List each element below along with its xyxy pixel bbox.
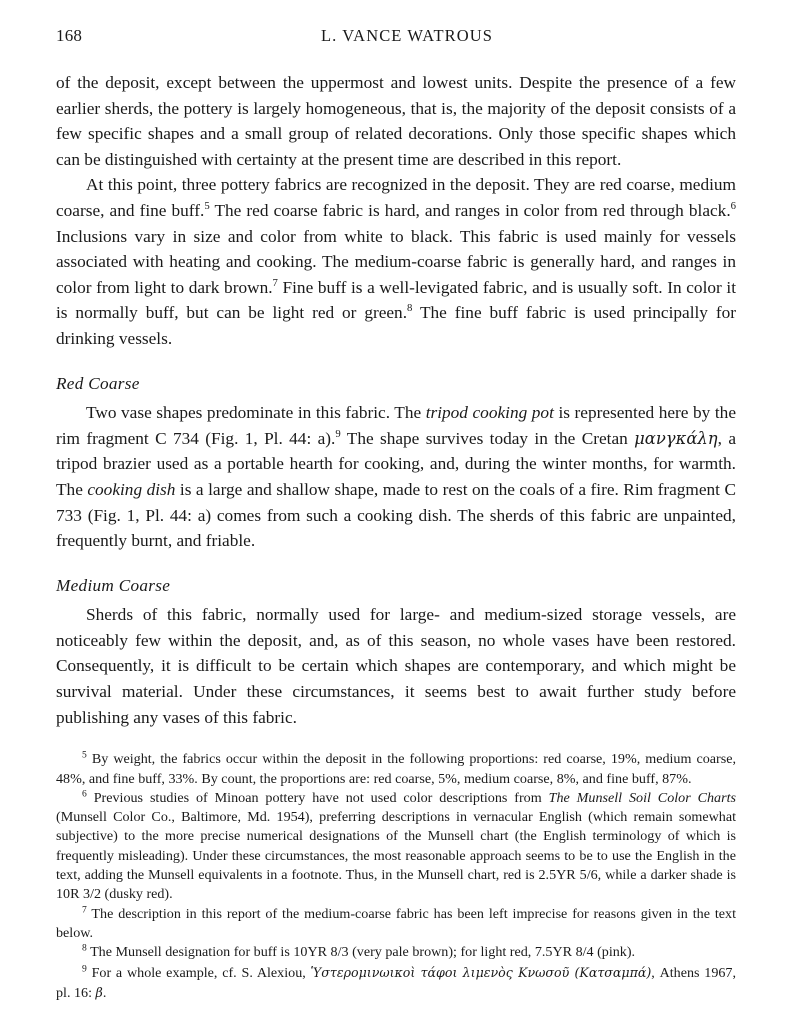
paragraph-fabrics: At this point, three pottery fabrics are recognized in the deposit. They are red coarse, medium coarse, and fine buff.$^5$ The red coarse fabric is hard, and ranges in color from red through black.$^6$ Inclusions vary in size and color from white to black. This fabric is used mainly for vessels associated with heating and cooking. The medium-coarse fabric is generally hard, and ranges in color from light to dark brown.$^7$ Fine buff is a well-levigated fabric, and is usually soft. In color it is normally buff, but can be light red or green.$^8$ The fine buff fabric is used principally for drinking vessels. [56,175,736,348]
page-number: 168 [56,26,83,45]
footnote-ref-6: 6 [730,200,736,213]
footnote-8: $^8$ The Munsell designation for buff is 10YR 8/3 (very pale brown); for light red, 7.5YR 8/4 (pink). [82,942,636,961]
footnote-9: $^9$ For a whole example, cf. S. Alexiou, Ὑστερομινωικοὶ τάφοι λιμενὸς Κνωσοῦ (Κατσαμπά), Athens 1967, pl. 16: β. [56,962,736,1001]
greek-term-mangkali: μανγκάλη [634,428,718,448]
footnote-5: $^5$ By weight, the fabrics occur within the deposit in the following proportions: red coarse, 19%, medium coarse, 48%, and fine buff, 33%. By count, the proportions are: red coarse, 5%, medium coarse, 8%, and fine buff, 87%. [56,749,736,787]
footnote-marker-8: 8 [82,942,87,954]
greek-letter-beta: β [95,984,103,1000]
greek-citation: Ὑστερομινωικοὶ τάφοι λιμενὸς Κνωσοῦ (Κατσαμπά) [310,964,652,980]
body-text [56,70,736,730]
footnote-ref-8: 8 [407,302,413,315]
footnotes-block [56,750,736,1003]
footnote-marker-9: 9 [82,962,87,974]
running-head [56,26,736,48]
footnote-7: $^7$ The description in this report of the medium-coarse fabric has been left imprecise for reasons given in the text below. [56,903,736,941]
running-head-title: L. VANCE WATROUS [320,26,494,45]
footnote-6: $^6$ Previous studies of Minoan pottery have not used color descriptions from The Munsell Soil Color Charts (Munsell Color Co., Baltimore, Md. 1954), preferring descriptions in vernacular English (which remain somewhat subjective) to the more precise numerical designations of the Munsell chart (the English terminology of which is frequently misleading). Under these circumstances, the most reasonable approach seems to be to use the English in the text, adding the Munsell equivalents in a footnote. Thus, in the Munsell chart, red is 2.5YR 5/6, while a darker shade is 10R 3/2 (dusky red). [56,788,736,903]
footnote-ref-9: 9 [335,427,341,440]
section-heading-medium-coarse: Medium Coarse [56,575,171,595]
paragraph-opening: of the deposit, except between the uppermost and lowest units. Despite the presence of a few earlier sherds, the pottery is largely homogeneous, that is, the majority of the deposit consists of a few specific shapes and a small group of related decorations. Only those specific shapes which can be distinguished with certainty at the present time are described in this report. [56,73,736,169]
footnote-ref-7: 7 [272,276,278,289]
paragraph-medium-coarse: Sherds of this fabric, normally used for large- and medium-sized storage vessels, are noticeably few within the deposit, and, as of this season, no whole vases have been restored. Consequently, it is difficult to be certain which shapes are contemporary, and which might be survival material. Under these circumstances, it seems best to await further study before publishing any vases of this fabric. [56,605,736,727]
footnote-ref-5: 5 [204,200,210,213]
footnote-marker-6: 6 [82,788,87,800]
paragraph-red-coarse: Two vase shapes predominate in this fabric. The tripod cooking pot is represented here by the rim fragment C 734 (Fig. 1, Pl. 44: a).$^9$ The shape survives today in the Cretan μανγκάλη, a tripod brazier used as a portable hearth for cooking, and, during the winter months, for warmth. The cooking dish is a large and shallow shape, made to rest on the coals of a fire. Rim fragment C 733 (Fig. 1, Pl. 44: a) comes from such a cooking dish. The sherds of this fabric are unpainted, frequently burnt, and friable. [56,403,736,551]
section-heading-red-coarse: Red Coarse [56,373,140,393]
footnote-marker-5: 5 [82,749,87,761]
footnote-marker-7: 7 [82,903,87,915]
